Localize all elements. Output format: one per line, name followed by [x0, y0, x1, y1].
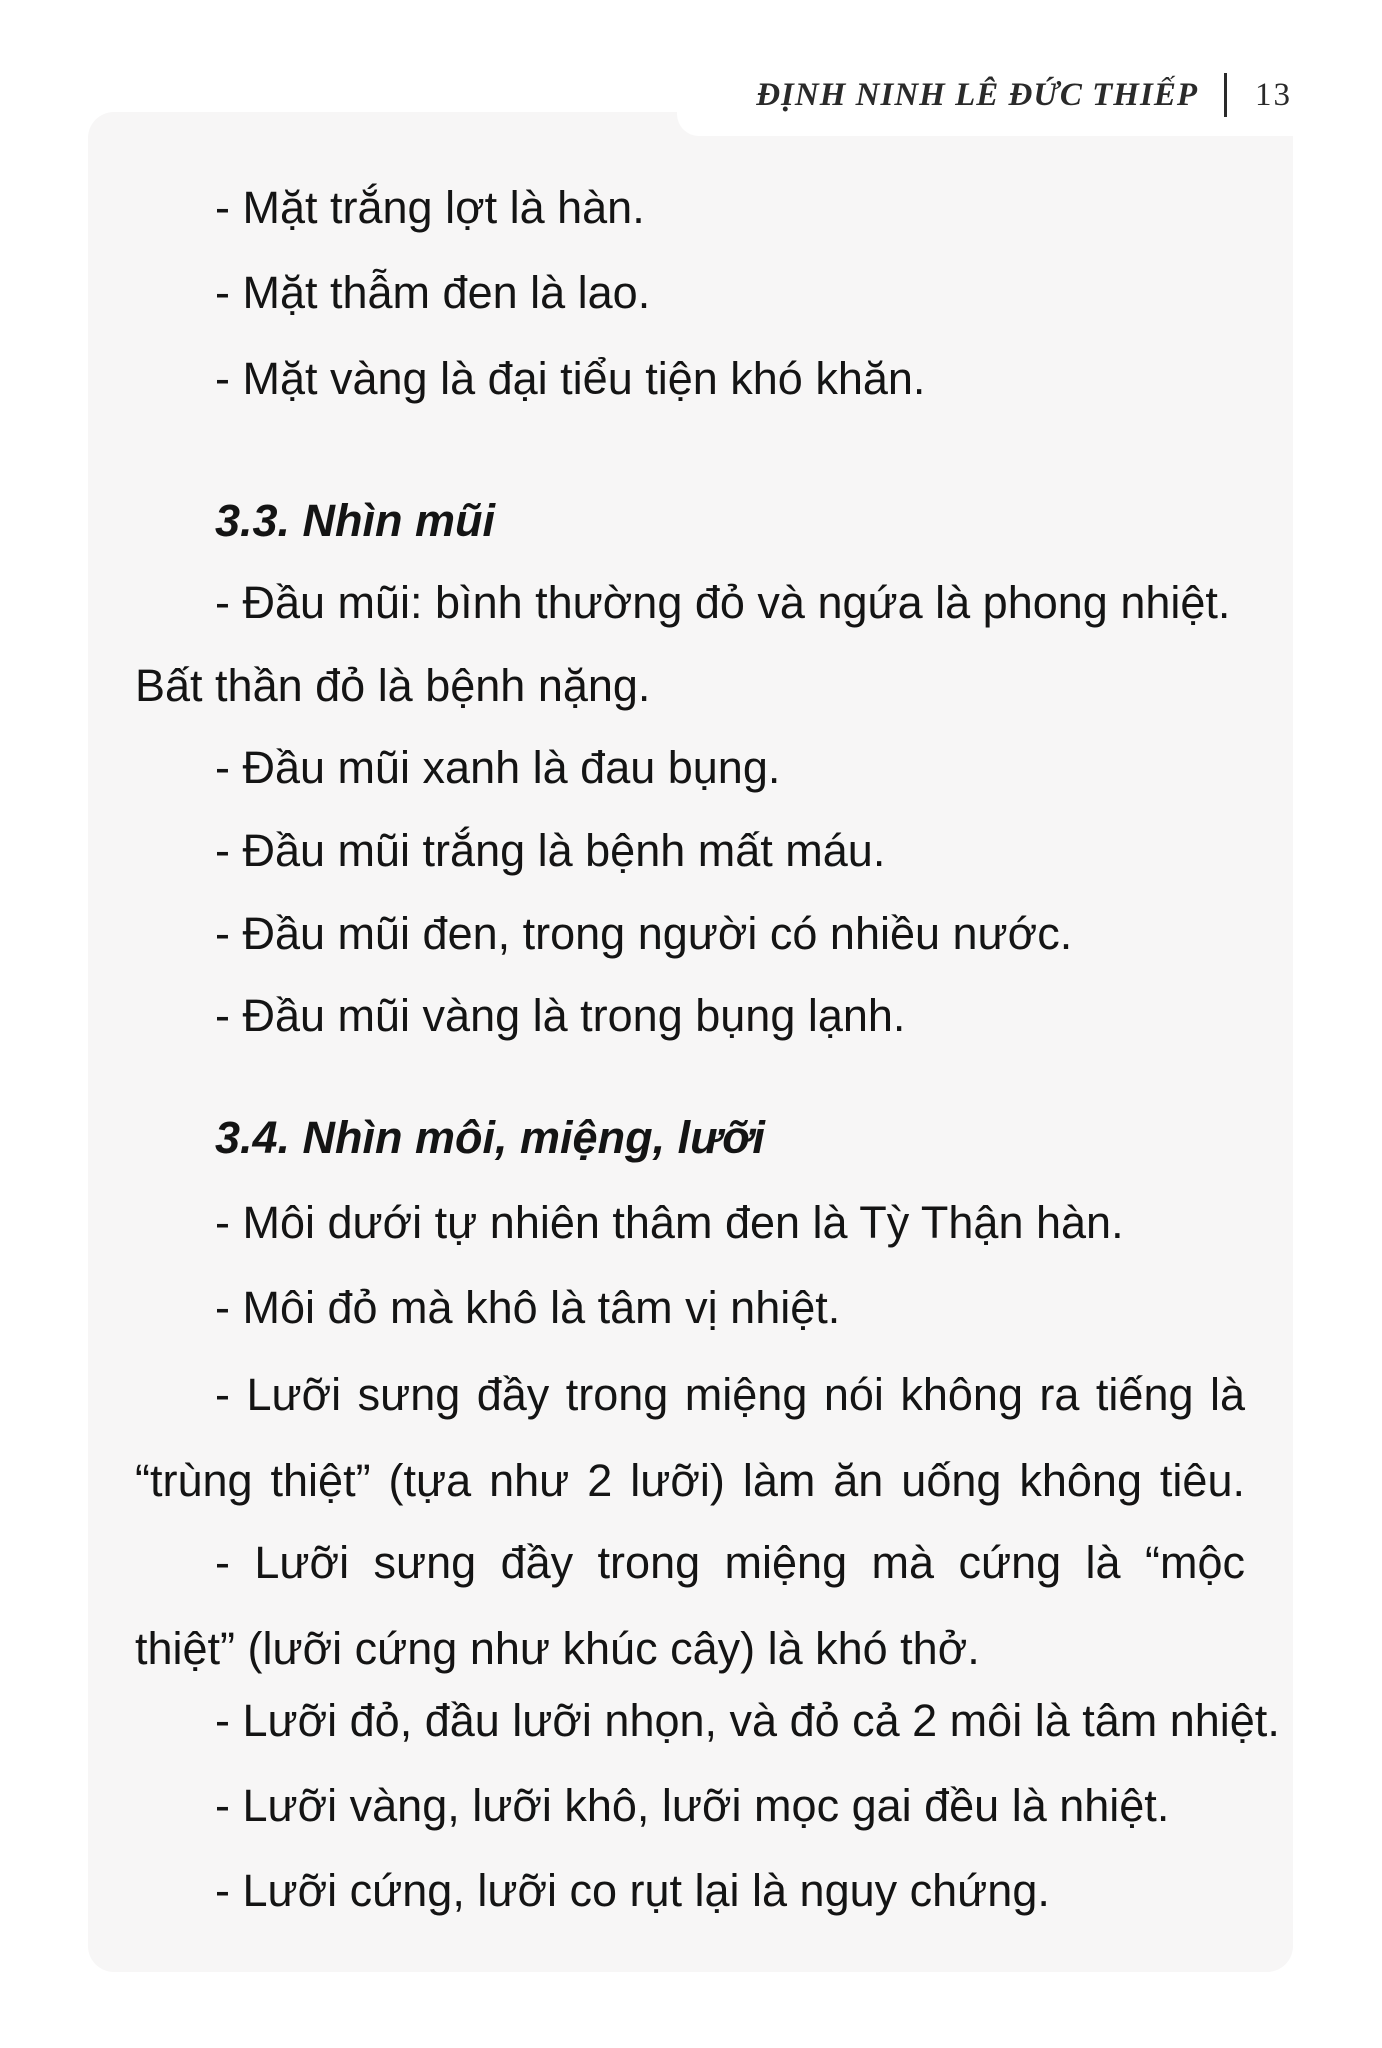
page-number: 13	[1255, 76, 1292, 113]
nose-item-5: - Đầu mũi vàng là trong bụng lạnh.	[215, 990, 906, 1041]
mouth-item-3-line1: - Lưỡi sưng đầy trong miệng nói không ra tiếng là	[215, 1369, 1245, 1420]
mouth-item-6: - Lưỡi vàng, lưỡi khô, lưỡi mọc gai đều là nhiệt.	[215, 1780, 1170, 1831]
nose-item-3: - Đầu mũi trắng là bệnh mất máu.	[215, 825, 886, 876]
nose-item-2: - Đầu mũi xanh là đau bụng.	[215, 742, 781, 793]
mouth-item-2: - Môi đỏ mà khô là tâm vị nhiệt.	[215, 1282, 841, 1333]
nose-item-1-line2: Bất thần đỏ là bệnh nặng.	[135, 660, 651, 711]
mouth-item-4-line2: thiệt” (lưỡi cứng như khúc cây) là khó thở.	[135, 1623, 980, 1674]
mouth-item-4	[135, 1520, 1245, 1692]
nose-item-1-line1: - Đầu mũi: bình thường đỏ và ngứa là phong nhiệt.	[215, 577, 1231, 628]
face-item-2: - Mặt thẫm đen là lao.	[215, 267, 651, 318]
face-item-3: - Mặt vàng là đại tiểu tiện khó khăn.	[215, 353, 926, 404]
mouth-item-3-line2: “trùng thiệt” (tựa như 2 lưỡi) làm ăn uống không tiêu.	[135, 1455, 1245, 1506]
nose-item-4: - Đầu mũi đen, trong người có nhiều nước.	[215, 908, 1073, 959]
mouth-item-7: - Lưỡi cứng, lưỡi co rụt lại là nguy chứng.	[215, 1865, 1050, 1916]
mouth-item-3	[135, 1352, 1245, 1524]
section-heading-mouth: 3.4. Nhìn môi, miệng, lưỡi	[215, 1112, 765, 1163]
section-heading-nose: 3.3. Nhìn mũi	[215, 495, 496, 546]
mouth-item-5: - Lưỡi đỏ, đầu lưỡi nhọn, và đỏ cả 2 môi là tâm nhiệt.	[215, 1695, 1280, 1746]
mouth-item-4-line1: - Lưỡi sưng đầy trong miệng mà cứng là “mộc	[215, 1537, 1245, 1588]
running-title: ĐỊNH NINH LÊ ĐỨC THIẾP	[756, 76, 1198, 113]
mouth-item-1: - Môi dưới tự nhiên thâm đen là Tỳ Thận hàn.	[215, 1197, 1124, 1248]
face-item-1: - Mặt trắng lợt là hàn.	[215, 182, 645, 233]
